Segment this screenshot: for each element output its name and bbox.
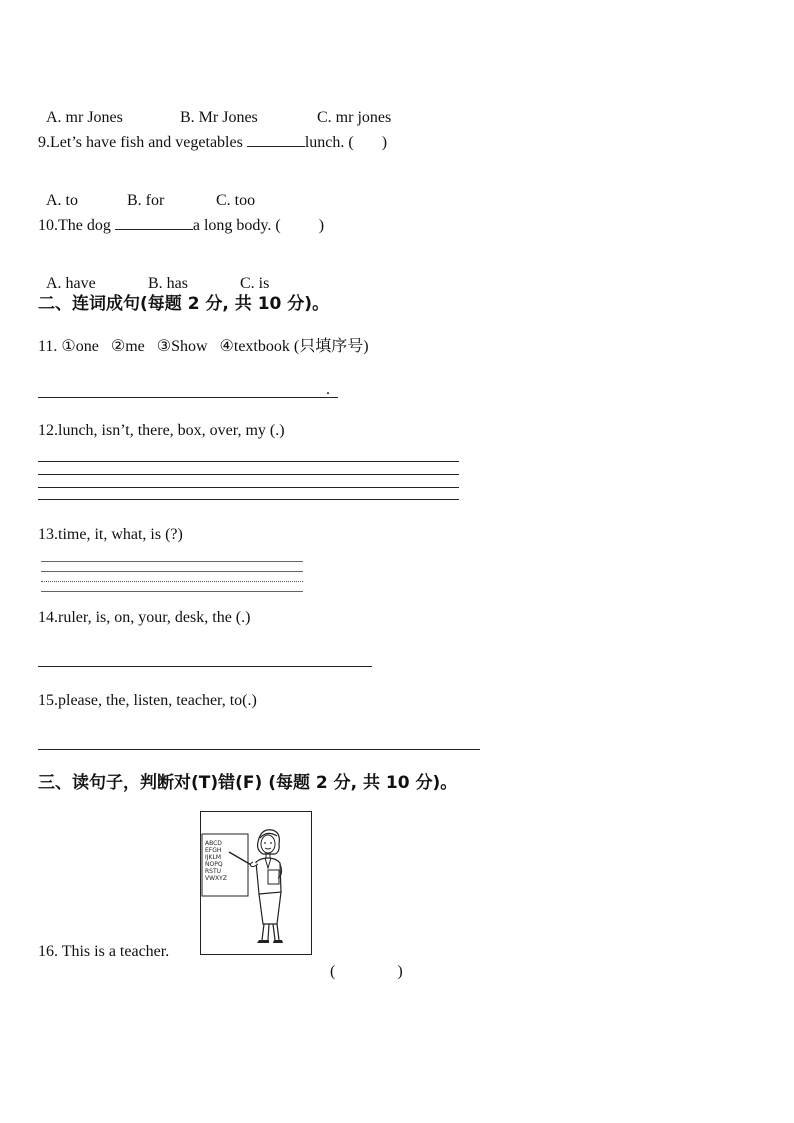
chart-letters-row: EFGH [205,847,222,854]
q16-close-paren: ) [397,963,403,980]
chart-letters-row: VWXYZ [205,875,227,882]
q10-text-before: 10.The dog [38,217,115,234]
q12-writing-line[interactable] [38,487,459,488]
teacher-picture [200,811,312,955]
chart-letters-row: IJKLM [205,854,221,861]
q13-writing-line[interactable] [41,581,303,582]
q14-answer-line[interactable] [38,666,372,667]
q9-answer-blank[interactable] [247,130,305,147]
teacher-illustration [201,812,311,954]
chart-letters-row: NOPQ [205,861,223,868]
q16-prompt: 16. This is a teacher. [38,943,170,960]
q10-stem [38,213,324,236]
q10-option-b: B. has [148,275,188,292]
q10-text-after: a long body. ( [192,217,281,234]
q11-prompt: 11. ①one ②me ③Show ④textbook (只填序号) [38,338,369,355]
q10-option-a: A. have [46,275,96,292]
chart-letters-row: ABCD [205,840,222,847]
q10-answer-blank[interactable] [115,213,193,230]
q8-option-b: B. Mr Jones [180,109,258,126]
q16-answer-parens [322,942,403,982]
q12-prompt: 12.lunch, isn’t, there, box, over, my (.) [38,422,285,439]
q14-prompt: 14.ruler, is, on, your, desk, the (.) [38,609,251,626]
q9-option-b: B. for [127,192,165,209]
q15-prompt: 15.please, the, listen, teacher, to(.) [38,692,257,709]
q10-close-paren: ) [318,217,325,234]
section-3-heading: 三、读句子，判断对(T)错(F) (每题 2 分, 共 10 分)。 [38,773,458,793]
q9-close-paren: ) [381,134,388,151]
q8-options [38,88,391,128]
q10-options [38,254,269,294]
q15-answer-line[interactable] [38,749,480,750]
q13-writing-line[interactable] [41,571,303,572]
section-2-heading: 二、连词成句(每题 2 分, 共 10 分)。 [38,294,330,314]
q9-text-after: lunch. ( [304,134,354,151]
q8-option-a: A. mr Jones [46,109,123,126]
q9-text-before: 9.Let’s have fish and vegetables [38,134,247,151]
q12-writing-line[interactable] [38,499,459,500]
q10-option-c: C. is [240,275,270,292]
q8-option-c: C. mr jones [317,109,392,126]
q9-option-c: C. too [216,192,256,209]
q13-writing-line[interactable] [41,561,303,562]
q13-writing-line[interactable] [41,591,303,592]
q9-options [38,171,255,211]
q9-option-a: A. to [46,192,78,209]
q12-writing-line[interactable] [38,461,459,462]
q9-stem [38,130,387,153]
q12-writing-line[interactable] [38,474,459,475]
q13-prompt: 13.time, it, what, is (?) [38,526,183,543]
q11-answer-line[interactable] [38,397,338,398]
q16-open-paren: ( [330,963,336,980]
q11-end-period: . [326,381,330,398]
chart-letters-row: RSTU [205,868,222,875]
